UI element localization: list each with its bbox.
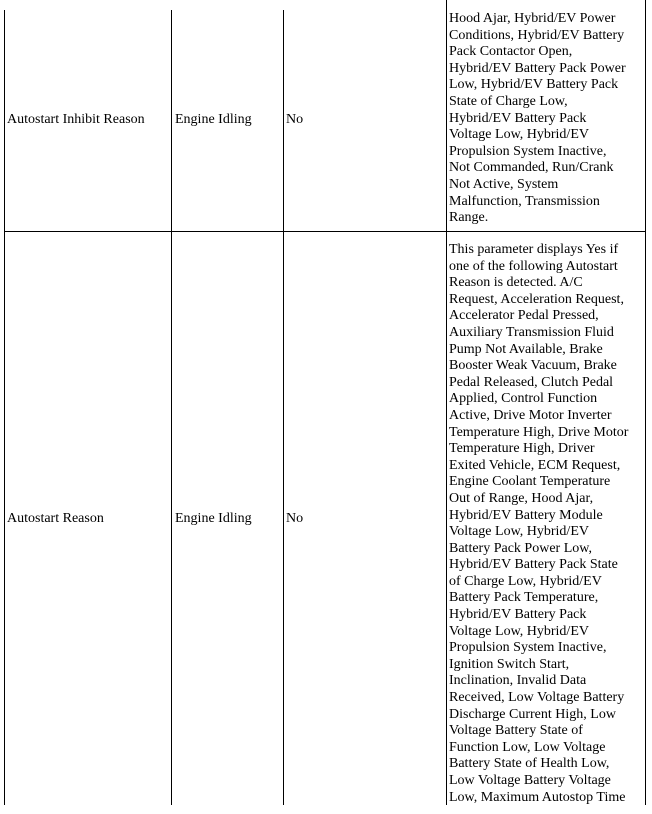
description-cell: [449, 11, 645, 227]
description-line: Range.: [449, 210, 489, 226]
description-line: Propulsion System Inactive,: [449, 640, 607, 656]
description-cell: [449, 242, 645, 806]
column-divider-1: [171, 10, 172, 805]
description-line: Accelerator Pedal Pressed,: [449, 308, 599, 324]
description-line: Request, Acceleration Request,: [449, 291, 624, 307]
description-line: Pedal Released, Clutch Pedal: [449, 374, 614, 390]
column-divider-3: [446, 0, 447, 805]
description-line: Hybrid/EV Battery Pack: [449, 607, 587, 623]
value-cell: No: [286, 511, 304, 526]
description-line: Battery Pack Temperature,: [449, 590, 599, 606]
description-line: Low, Hybrid/EV Battery Pack: [449, 77, 619, 93]
description-line: Low, Maximum Autostop Time: [449, 789, 626, 805]
description-line: Received, Low Voltage Battery: [449, 690, 625, 706]
description-line: Voltage Low, Hybrid/EV: [449, 524, 589, 540]
description-line: State of Charge Low,: [449, 93, 568, 109]
row-divider: [4, 231, 646, 232]
description-line: Propulsion System Inactive,: [449, 143, 607, 159]
description-line: Conditions, Hybrid/EV Battery: [449, 27, 625, 43]
column-divider-2: [283, 10, 284, 805]
description-line: Battery State of Health Low,: [449, 756, 610, 772]
description-line: Function Low, Low Voltage: [449, 739, 606, 755]
description-line: Exited Vehicle, ECM Request,: [449, 457, 621, 473]
description-line: Applied, Control Function: [449, 391, 598, 407]
condition-cell: Engine Idling: [175, 511, 252, 526]
description-line: This parameter displays Yes if: [449, 242, 619, 257]
description-line: Temperature High, Driver: [449, 441, 595, 457]
description-line: Reason is detected. A/C: [449, 275, 583, 291]
description-line: Temperature High, Drive Motor: [449, 424, 629, 440]
value-cell: No: [286, 112, 304, 127]
description-line: Malfunction, Transmission: [449, 193, 600, 209]
description-line: Pack Contactor Open,: [449, 44, 573, 60]
description-line: Pump Not Available, Brake: [449, 341, 603, 357]
table-border-right: [645, 0, 646, 805]
description-line: Not Active, System: [449, 176, 559, 192]
condition-cell: Engine Idling: [175, 112, 252, 127]
description-line: Voltage Low, Hybrid/EV: [449, 127, 589, 143]
description-line: Out of Range, Hood Ajar,: [449, 490, 594, 506]
description-line: Inclination, Invalid Data: [449, 673, 587, 689]
parameter-cell: Autostart Inhibit Reason: [7, 112, 145, 127]
description-line: Low Voltage Battery Voltage: [449, 773, 611, 788]
description-line: one of the following Autostart: [449, 258, 618, 274]
description-line: of Charge Low, Hybrid/EV: [449, 573, 602, 589]
description-line: Hybrid/EV Battery Pack Power: [449, 60, 626, 76]
parameter-cell: Autostart Reason: [7, 511, 104, 526]
description-line: Hybrid/EV Battery Module: [449, 507, 603, 523]
description-line: Hybrid/EV Battery Pack: [449, 110, 587, 126]
description-line: Hood Ajar, Hybrid/EV Power: [449, 11, 616, 26]
table-border-left: [4, 10, 5, 805]
description-line: Hybrid/EV Battery Pack State: [449, 557, 618, 573]
description-line: Booster Weak Vacuum, Brake: [449, 358, 617, 374]
description-line: Engine Coolant Temperature: [449, 474, 611, 490]
description-line: Not Commanded, Run/Crank: [449, 160, 614, 176]
description-line: Voltage Low, Hybrid/EV: [449, 623, 589, 639]
description-line: Active, Drive Motor Inverter: [449, 407, 612, 423]
description-line: Discharge Current High, Low: [449, 706, 616, 722]
description-line: Ignition Switch Start,: [449, 656, 570, 672]
description-line: Auxiliary Transmission Fluid: [449, 324, 614, 340]
description-line: Voltage Battery State of: [449, 723, 583, 739]
description-line: Battery Pack Power Low,: [449, 540, 592, 556]
